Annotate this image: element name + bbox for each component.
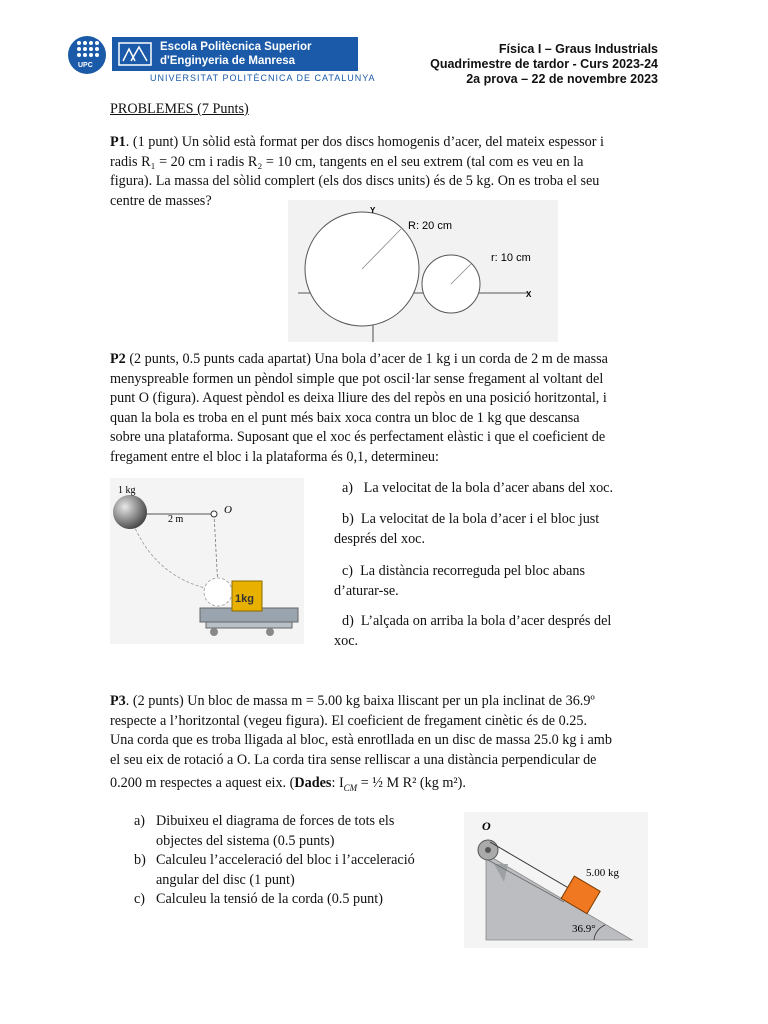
p3-mass-label: 5.00 kg — [586, 867, 619, 879]
steel-ball — [113, 495, 147, 529]
university-name: UNIVERSITAT POLITÈCNICA DE CATALUNYA — [150, 73, 376, 83]
p3-item-c: c) Calculeu la tensió de la corda (0.5 punt) — [134, 891, 383, 907]
p3-item-a: a) Dibuixeu el diagrama de forces de tots els objectes del sistema (0.5 punts) — [134, 813, 395, 849]
p1-big-radius-label: R: 20 cm — [408, 220, 453, 232]
problem-3-text: P3. (2 punts) Un bloc de massa m = 5.00 kg baixa lliscant per un pla inclinat de 36.9º respecte a l’horitzontal (vegeu figura). El coeficient de fregament cinètic és de 0.25. Una corda que es troba lligada al bloc, està enrotllada en un disc de massa 25.0 kg i amb el seu eix de rotació a O. La corda tira sense relliscar a una distància perpendicular de 0.200 m respectes a aquest eix. (Dades: $I_{CM}$ = ½ M R² (kg m²). — [110, 693, 612, 793]
upc-logo-dots — [77, 41, 99, 63]
school-emblem-icon — [117, 41, 153, 67]
section-title: PROBLEMES (7 Punts) — [110, 101, 249, 117]
p2-pivot-label: O — [224, 504, 232, 516]
p2-item-a: a) La velocitat de la bola d’acer abans del xoc. — [342, 480, 614, 496]
problem-3-figure — [464, 812, 648, 948]
p1-y-axis-label: Y — [370, 206, 376, 215]
p2-item-b: b) La velocitat de la bola d’acer i el bloc just després del xoc. — [334, 511, 600, 547]
p3-items — [134, 812, 454, 910]
problem-1-figure — [288, 200, 558, 342]
p2-item-c: c) La distància recorreguda pel bloc abans d’aturar-se. — [334, 563, 586, 599]
p1-small-radius-label: r: 10 cm — [491, 252, 531, 264]
course-title: Física I – Graus Industrials — [498, 42, 658, 56]
exam-date: 2a prova – 22 de novembre 2023 — [466, 72, 658, 86]
school-name: Escola Politècnica Superior d'Enginyeria de Manresa — [160, 41, 312, 67]
p2-item-d: d) L’alçada on arriba la bola d’acer després del xoc. — [334, 613, 612, 649]
problem-2-text: P2 (2 punts, 0.5 punts cada apartat) Una bola d’acer de 1 kg i un corda de 2 m de massa menyspreable formen un pèndol simple que pot oscil·lar sense fregament al voltant del punt O (figura). Aquest pèndol es deixa lliure des del repòs en una posició horitzontal, i quan la bola es troba en el punt més baix xoca contra un bloc de 1 kg que descansa sobre una plataforma. Suposant que el xoc és perfectament elàstic i que el coeficient de fregament entre el bloc i la plataforma és 0,1, determineu: — [110, 351, 608, 465]
p2-mass-label: 1 kg — [118, 485, 136, 496]
upc-logo-text: UPC — [78, 62, 93, 69]
problem-1-text: P1. (1 punt) Un sòlid està format per dos discs homogenis d’acer, del mateix espessor i radis R₁ = 20 cm i radis R₂ = 10 cm, tangents en el seu extrem (tal com es veu en la figura). La massa del sòlid complert (els dos discs units) és de 5 kg. On es troba el seu centre de masses? — [110, 134, 604, 209]
p3-pivot-label: O — [482, 819, 491, 833]
term-line: Quadrimestre de tardor - Curs 2023-24 — [430, 57, 658, 71]
p3-item-b: b) Calculeu l’acceleració del bloc i l’acceleració angular del disc (1 punt) — [134, 852, 415, 888]
exam-header — [430, 42, 658, 87]
problem-2-figure — [110, 478, 304, 644]
p2-length-label: 2 m — [168, 514, 184, 525]
p2-block-label: 1kg — [235, 593, 254, 605]
p3-angle-label: 36.9° — [572, 923, 596, 935]
p1-x-axis-label: X — [526, 290, 532, 299]
